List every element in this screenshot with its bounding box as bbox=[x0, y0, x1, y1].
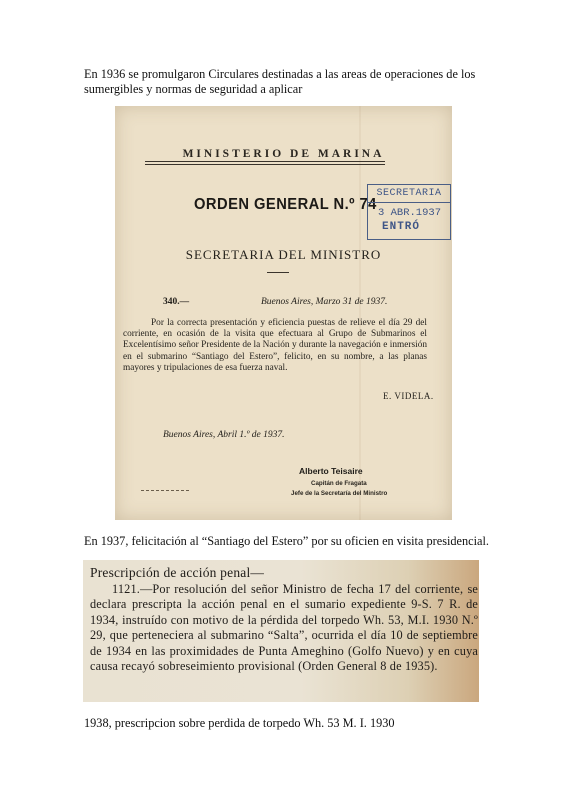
orden-title: ORDEN GENERAL N.º 74 bbox=[194, 196, 377, 213]
clipping-body: 1121.—Por resolución del señor Ministro de fecha 17 del corriente, se declara prescripta la acción penal en el sumario expediente 9-S. 7 R. de 1934, instruído con motivo de la pérdida del torpedo Wh. 53, M.I. 1930 N.º 29, que perteneciera al submarino “Salta”, ocurrida el día 10 de septiembre de 1934 en las proximidades de Punta Ameghino (Golfo Nuevo) y en cuya causa recayó sobreseimiento provisional (Orden General 8 de 1935). bbox=[90, 582, 478, 674]
second-date: Buenos Aires, Abril 1.º de 1937. bbox=[163, 430, 285, 440]
header-rule-thin bbox=[145, 164, 385, 165]
clipping-title: Prescripción de acción penal— bbox=[90, 565, 265, 580]
signature-rank: Capitán de Fragata bbox=[311, 480, 367, 487]
order-number: 340.— bbox=[163, 297, 190, 307]
secretaria-heading: SECRETARIA DEL MINISTRO bbox=[185, 247, 382, 262]
header-rule bbox=[145, 161, 385, 162]
scanned-orden-general-74 bbox=[115, 106, 452, 520]
caption-circulares: En 1936 se promulgaron Circulares destinadas a las areas de operaciones de los sumergibles y normas de seguridad a aplicar bbox=[84, 67, 476, 96]
stamp-title: SECRETARIA bbox=[368, 188, 450, 203]
secretaria-stamp bbox=[367, 184, 451, 240]
order-body: Por la correcta presentación y eficiencia puestas de relieve el día 29 del corriente, en ocasión de la visita que efectuara al Grupo de Submarinos el Excelentísimo señor Presidente de la Nación y durante la navegación e inmersión en el submarino “Santiago del Estero”, felicito, en su nombre, a las planas mayores y tripulaciones de esa fuerza naval. bbox=[123, 318, 427, 373]
caption-felicitacion: En 1937, felicitación al “Santiago del Estero” por su oficien en visita presidencial. bbox=[84, 534, 489, 548]
scanned-prescripcion-clipping bbox=[83, 560, 479, 702]
signature-role: Jefe de la Secretaría del Ministro bbox=[291, 490, 388, 497]
dashed-mark bbox=[141, 490, 189, 491]
paper-crease bbox=[359, 106, 361, 520]
caption-torpedo: 1938, prescripcion sobre perdida de torpedo Wh. 53 M. I. 1930 bbox=[84, 716, 395, 730]
ministerio-header: MINISTERIO DE MARINA bbox=[182, 148, 385, 160]
order-date: Buenos Aires, Marzo 31 de 1937. bbox=[261, 297, 388, 307]
stamp-date: 3 ABR.1937 bbox=[378, 207, 442, 219]
short-divider bbox=[267, 272, 289, 273]
stamp-entro: ENTRÓ bbox=[382, 221, 421, 233]
signature-videla: E. VIDELA. bbox=[383, 391, 434, 401]
signature-teisaire: Alberto Teisaire bbox=[299, 466, 363, 476]
